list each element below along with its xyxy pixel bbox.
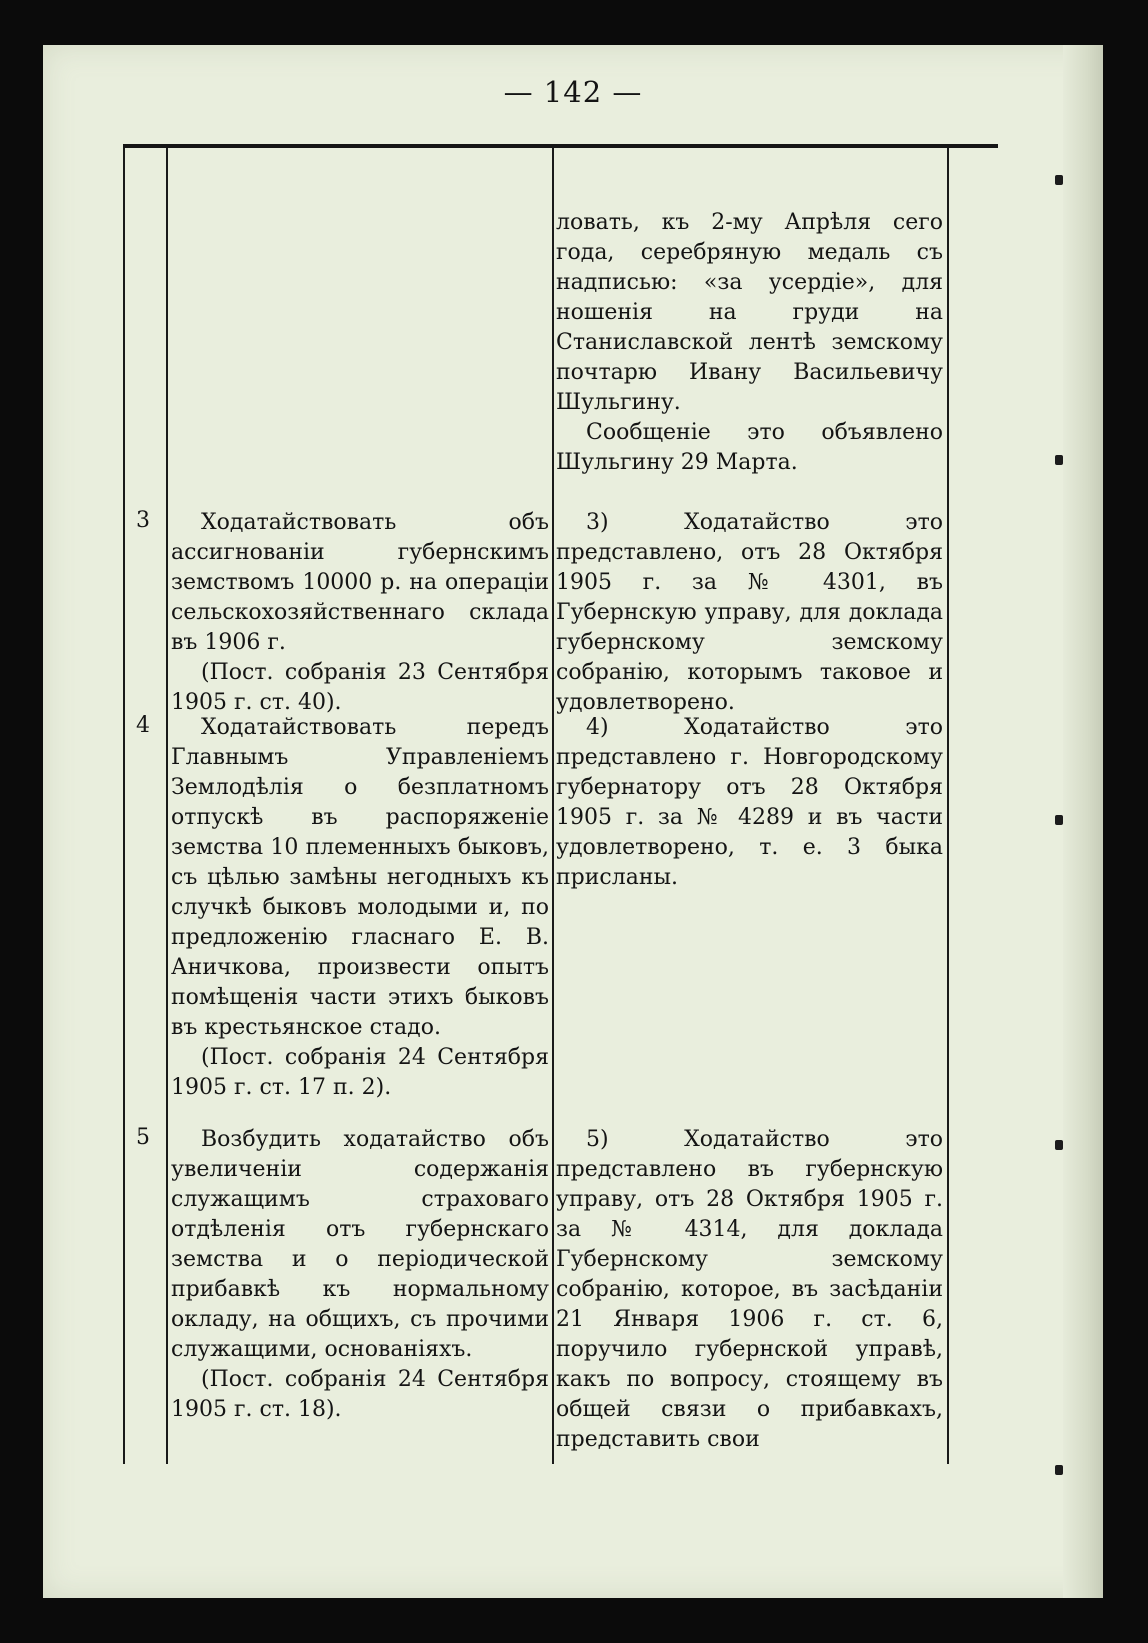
binding-stitch [1055,815,1063,825]
row-number: 4 [136,713,150,738]
row-right-text [556,1125,943,1455]
paragraph: 4) Ходатайство это представлено г. Новгородскому губернатору отъ 28 Октября 1905 г. за № 4289 и въ части удовлетворено, т. е. 3 быка присланы. [556,715,943,890]
binding-stitch [1055,1465,1063,1475]
binding-stitch [1055,175,1063,185]
paragraph: ловать, къ 2-му Апрѣля сего года, серебряную медаль съ надписью: «за усердіе», для ношенія на груди на Станиславской лентѣ земскому почтарю Ивану Васильевичу Шульгину. [556,210,943,415]
table-top-rule [123,144,998,148]
row-right-text [556,508,943,718]
paragraph: (Пост. собранія 23 Сентября 1905 г. ст. 40). [171,660,549,715]
row-number: 5 [136,1125,150,1150]
paragraph: Возбудить ходатайство объ увеличеніи содержанія служащимъ страховаго отдѣленія отъ губернскаго земства и о періодической прибавкѣ къ нормальному окладу, на общихъ, съ прочими служащими, основаніяхъ. [171,1127,549,1362]
continuation-right [556,208,943,478]
row-right-text [556,713,943,893]
page-edge [1063,45,1103,1598]
paragraph: (Пост. собранія 24 Сентября 1905 г. ст. 18). [171,1367,549,1422]
table-column-divider [166,148,168,1464]
paragraph: Ходатайствовать передъ Главнымъ Управленіемъ Землодѣлія о безплатномъ отпускѣ въ распоряженіе земства 10 племенныхъ быковъ, съ цѣлью замѣны негодныхъ къ случкѣ быковъ молодыми и, по предложенію гласнаго Е. В. Аничкова, произвести опытъ помѣщенія части этихъ быковъ въ крестьянское стадо. [171,715,549,1040]
book-page [43,45,1103,1598]
paragraph: Сообщеніе это объявлено Шульгину 29 Марта. [556,420,943,475]
paragraph: (Пост. собранія 24 Сентября 1905 г. ст. 17 п. 2). [171,1045,549,1100]
table-border-right [947,148,949,1464]
paragraph: 5) Ходатайство это представлено въ губернскую управу, отъ 28 Октября 1905 г. за № 4314, для доклада Губернскому земскому собранію, которое, въ засѣданіи 21 Января 1906 г. ст. 6, поручило губернской управѣ, какъ по вопросу, стоящему въ общей связи о прибавкахъ, представить свои [556,1127,943,1452]
row-number: 3 [136,508,150,533]
binding-stitch [1055,455,1063,465]
binding-stitch [1055,1140,1063,1150]
paragraph: Ходатайствовать объ ассигнованіи губернскимъ земствомъ 10000 р. на операціи сельскохозяйственнаго склада въ 1906 г. [171,510,549,655]
paragraph: 3) Ходатайство это представлено, отъ 28 Октября 1905 г. за № 4301, въ Губернскую управу, для доклада губернскому земскому собранію, которымъ таковое и удовлетворено. [556,510,943,715]
row-left-text [171,713,549,1103]
row-left-text [171,508,549,718]
page-number: — 142 — [503,75,643,109]
table-column-divider [552,148,554,1464]
row-left-text [171,1125,549,1425]
table-border-left [123,148,125,1464]
